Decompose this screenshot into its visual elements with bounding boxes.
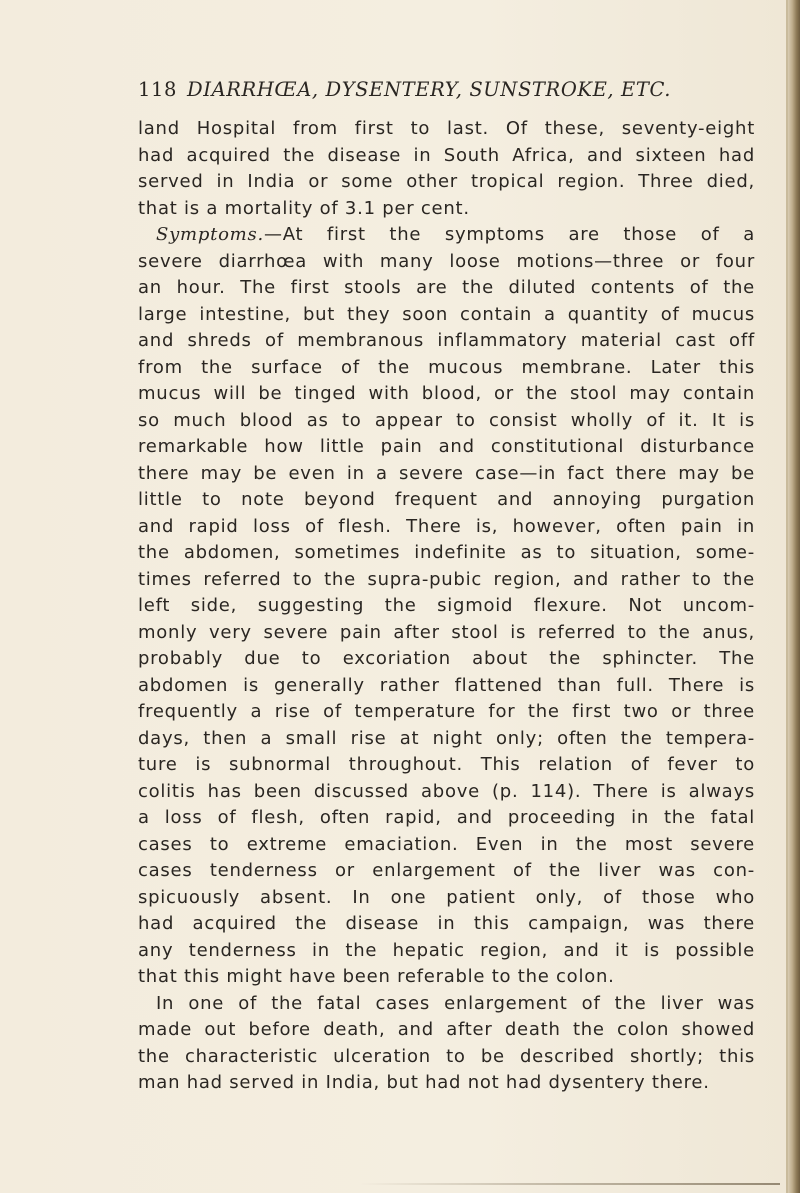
text-line: there may be even in a severe case—in fact there may be [138, 462, 755, 484]
text-line: the characteristic ulceration to be described shortly; this [138, 1045, 755, 1067]
text-line: so much blood as to appear to consist wholly of it. It is [138, 409, 755, 431]
text-line: remarkable how little pain and constitutional disturbance [138, 436, 755, 457]
text-line: the abdomen, sometimes indefinite as to situation, some- [138, 542, 755, 563]
section-heading: Symptoms. [156, 224, 264, 245]
chapter-title: DIARRHŒA, DYSENTERY, SUNSTROKE, ETC. [187, 78, 672, 101]
page-bottom-shadow [360, 1183, 780, 1185]
text-line: a loss of flesh, often rapid, and proceeding in the fatal [138, 807, 755, 828]
text-line: land Hospital from first to last. Of these, seventy-eight [138, 118, 755, 139]
paragraph [138, 116, 755, 222]
text-line: times referred to the supra-pubic region, and rather to the [138, 568, 755, 590]
text-line: colitis has been discussed above (p. 114). There is always [138, 780, 755, 802]
text-line: made out before death, and after death the colon showed [138, 1019, 755, 1040]
text-line: mucus will be tinged with blood, or the stool may contain [138, 383, 755, 404]
text-line: monly very severe pain after stool is referred to the anus, [138, 621, 755, 643]
text-line: ture is subnormal throughout. This relation of fever to [138, 754, 755, 775]
text-line: little to note beyond frequent and annoying purgation [138, 489, 755, 510]
text-line: probably due to excoriation about the sphincter. The [138, 648, 755, 669]
text-line: an hour. The first stools are the diluted contents of the [138, 277, 755, 298]
text-line-rest: —At first the symptoms are those of a [263, 224, 755, 245]
paragraph [138, 991, 755, 1097]
text-line: had acquired the disease in South Africa, and sixteen had [138, 144, 755, 166]
text-line: and shreds of membranous inflammatory material cast off [138, 330, 755, 351]
text-line: that this might have been referable to the colon. [138, 966, 615, 987]
body-text [138, 116, 755, 1097]
text-line: In one of the fatal cases enlargement of the liver was [156, 992, 755, 1014]
text-line: man had served in India, but had not had dysentery there. [138, 1072, 710, 1093]
text-line: frequently a rise of temperature for the first two or three [138, 701, 755, 722]
text-line: large intestine, but they soon contain a quantity of mucus [138, 303, 755, 325]
text-line: left side, suggesting the sigmoid flexure. Not uncom- [138, 595, 755, 616]
text-line: cases to extreme emaciation. Even in the most severe [138, 833, 755, 855]
running-head [138, 78, 671, 101]
text-line: days, then a small rise at night only; often the tempera- [138, 727, 755, 749]
paragraph [138, 222, 755, 991]
text-line: spicuously absent. In one patient only, of those who [138, 886, 755, 908]
text-line: abdomen is generally rather flattened than full. There is [138, 674, 755, 696]
text-line: any tenderness in the hepatic region, and it is possible [138, 939, 755, 961]
text-line: and rapid loss of flesh. There is, however, often pain in [138, 515, 755, 537]
text-line: from the surface of the mucous membrane. Later this [138, 356, 755, 378]
page-number: 118 [138, 78, 178, 101]
text-line: served in India or some other tropical region. Three died, [138, 171, 755, 192]
book-binding-edge [788, 0, 800, 1193]
text-line: had acquired the disease in this campaign, was there [138, 913, 755, 934]
text-line: that is a mortality of 3.1 per cent. [138, 197, 470, 219]
text-line: severe diarrhœa with many loose motions—three or four [138, 250, 755, 272]
text-line [138, 222, 755, 249]
text-line: cases tenderness or enlargement of the liver was con- [138, 860, 755, 881]
